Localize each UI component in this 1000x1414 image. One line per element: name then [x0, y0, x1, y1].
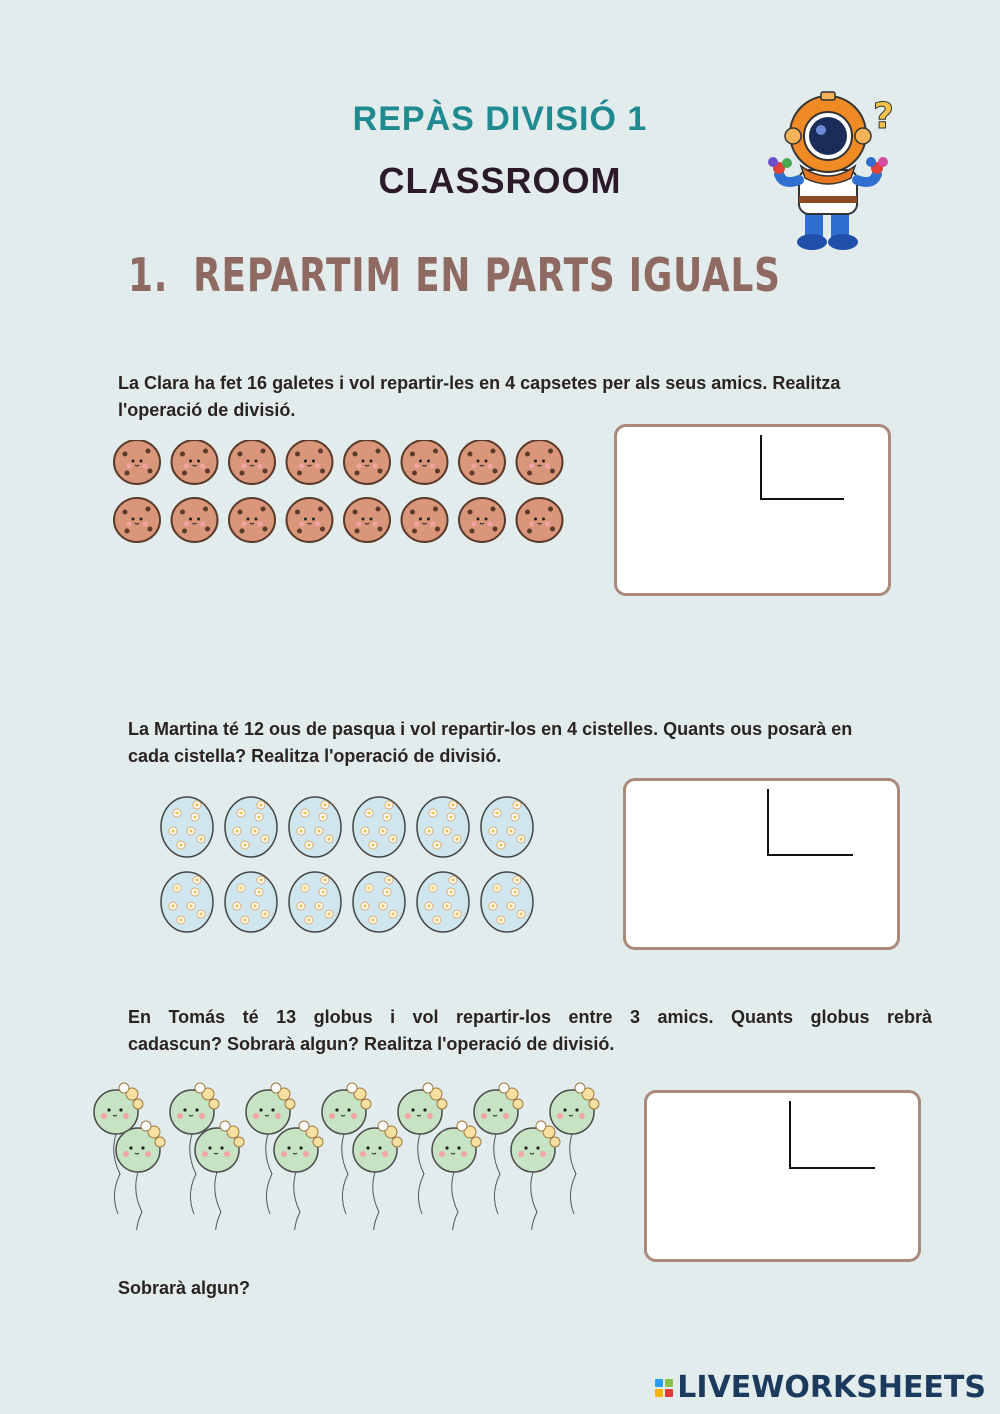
exercise-2-line1: La Martina té 12 ous de pasqua i vol repartir-los en 4 cistelles. Quants ous posarà en [128, 719, 853, 739]
easter-egg-icon [353, 797, 405, 857]
cookie-icon [344, 498, 390, 542]
balloons-group [86, 1080, 606, 1230]
easter-egg-icon [417, 872, 469, 932]
section-number: 1. [128, 248, 169, 302]
balloon-icon [195, 1121, 244, 1230]
cookies-group [113, 440, 573, 550]
answer-box-2[interactable] [623, 778, 900, 950]
worksheet-subtitle: CLASSROOM [378, 160, 622, 201]
easter-egg-icon [161, 797, 213, 857]
logo-text: LIVEWORKSHEETS [677, 1370, 986, 1405]
cookie-icon [114, 498, 160, 542]
cookie-icon [172, 440, 218, 484]
easter-egg-icon [161, 872, 213, 932]
division-bracket [767, 789, 853, 856]
easter-egg-icon [289, 797, 341, 857]
easter-egg-icon [289, 872, 341, 932]
division-bracket [789, 1101, 875, 1169]
exercise-1-line2: l'operació de divisió. [118, 400, 296, 420]
cookie-icon [172, 498, 218, 542]
exercise-2-text [128, 716, 928, 770]
answer-box-3[interactable] [644, 1090, 921, 1262]
leftover-question: Sobrarà algun? [118, 1278, 251, 1298]
easter-egg-icon [353, 872, 405, 932]
cookie-icon [459, 440, 505, 484]
exercise-1-line1: La Clara ha fet 16 galetes i vol repartir-les en 4 capsetes per als seus amics. Realitza [118, 373, 841, 393]
balloon-icon [511, 1121, 560, 1230]
easter-egg-icon [417, 797, 469, 857]
cookie-icon [344, 440, 390, 484]
cookie-icon [517, 498, 563, 542]
exercise-1-text [118, 370, 918, 424]
diver-mascot-icon [765, 90, 895, 252]
worksheet-title: REPÀS DIVISIÓ 1 [352, 100, 648, 138]
balloon-icon [432, 1121, 481, 1230]
cookie-icon [114, 440, 160, 484]
liveworksheets-logo [655, 1370, 986, 1405]
exercise-3-text [128, 1004, 932, 1058]
easter-egg-icon [225, 872, 277, 932]
exercise-3-line1: En Tomás té 13 globus i vol repartir-los entre 3 amics. Quants globus rebrà [128, 1007, 932, 1027]
cookie-icon [402, 440, 448, 484]
exercise-2-line2: cada cistella? Realitza l'operació de divisió. [128, 746, 502, 766]
svg-text:?: ? [873, 96, 894, 137]
cookie-icon [287, 440, 333, 484]
exercise-3-line2: cadascun? Sobrarà algun? Realitza l'operació de divisió. [128, 1034, 615, 1054]
section-heading [128, 248, 781, 302]
cookie-icon [287, 498, 333, 542]
division-bracket [760, 435, 844, 500]
logo-mark-icon [655, 1379, 673, 1397]
section-title: REPARTIM EN PARTS IGUALS [193, 248, 781, 302]
cookie-icon [229, 440, 275, 484]
easter-egg-icon [481, 797, 533, 857]
balloon-icon [116, 1121, 165, 1230]
balloon-icon [550, 1083, 599, 1214]
balloon-icon [353, 1121, 402, 1230]
answer-box-1[interactable] [614, 424, 891, 596]
cookie-icon [517, 440, 563, 484]
balloon-icon [274, 1121, 323, 1230]
cookie-icon [402, 498, 448, 542]
cookie-icon [459, 498, 505, 542]
easter-egg-icon [481, 872, 533, 932]
eggs-group [155, 796, 545, 936]
easter-egg-icon [225, 797, 277, 857]
cookie-icon [229, 498, 275, 542]
